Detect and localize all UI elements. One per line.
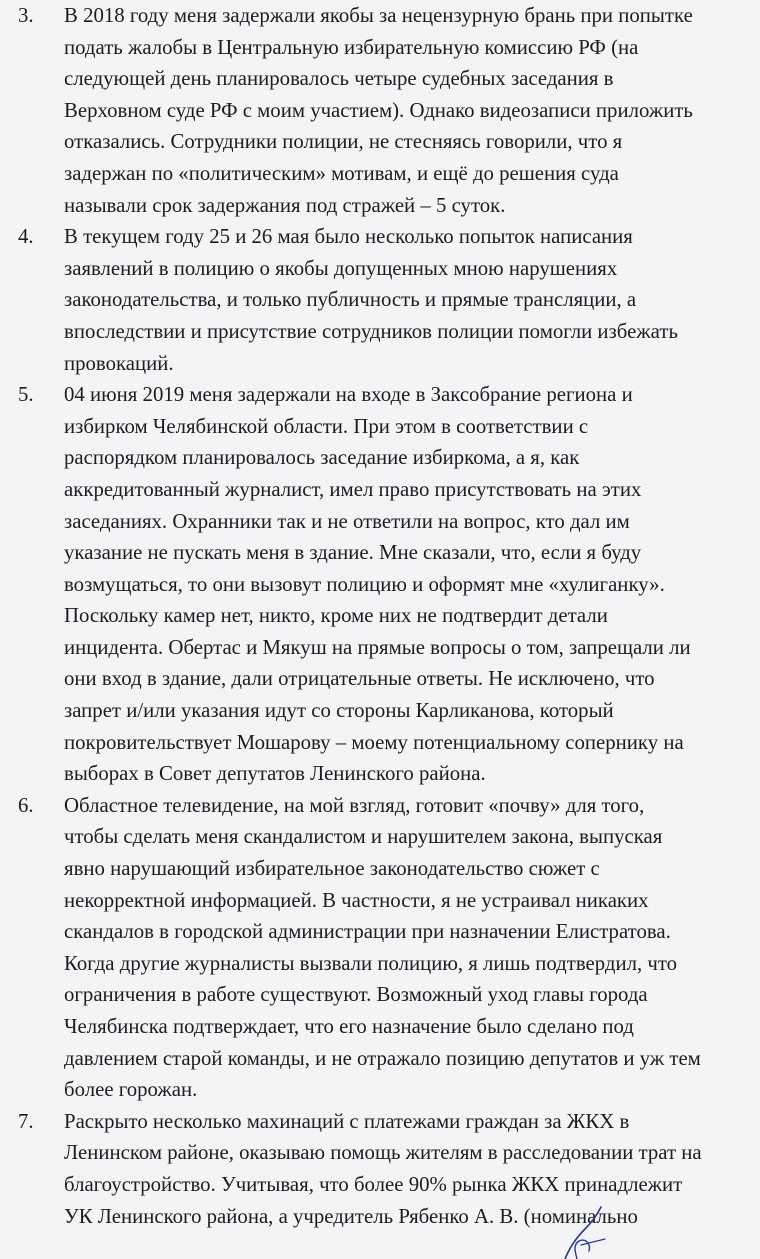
paragraph-line: Областное телевидение, на мой взгляд, готовит «почву» для того, [64,793,645,817]
paragraph-line: избирком Челябинской области. При этом в соответствии с [64,414,589,438]
paragraph-line: следующей день планировалось четыре судебных заседания в [64,67,614,91]
paragraph-line: законодательства, и только публичность и прямые трансляции, а [64,288,637,312]
list-item [6,379,760,790]
paragraph-line: чтобы сделать меня скандалистом и нарушителем закона, выпуская [64,825,663,849]
paragraph-line: Верховном суде РФ с моим участием). Однако видеозаписи приложить [64,98,693,122]
handwritten-signature [555,1205,615,1259]
paragraph-line: давлением старой команды, и не отражало позицию депутатов и уж тем [64,1046,701,1070]
paragraph-line: распорядком планировалось заседание избиркома, а я, как [64,446,580,470]
paragraph-line: 04 июня 2019 меня задержали на входе в Заксобрание региона и [64,383,633,407]
paragraph-line: Ленинском районе, оказываю помощь жителям в расследовании трат на [64,1141,702,1165]
list-item-number: 4. [18,225,34,249]
paragraph-line: аккредитованный журналист, имел право присутствовать на этих [64,477,642,501]
paragraph-line: инцидента. Обертас и Мякуш на прямые вопросы о том, запрещали ли [64,635,691,659]
numbered-list [6,0,760,1232]
paragraph-line: подать жалобы в Центральную избирательную комиссию РФ (на [64,35,639,59]
paragraph-line: впоследствии и присутствие сотрудников полиции помогли избежать [64,319,678,343]
list-item-number: 6. [18,793,34,817]
list-item [6,221,760,379]
paragraph-line: запрет и/или указания идут со стороны Карликанова, который [64,699,614,723]
paragraph-line: называли срок задержания под стражей – 5 суток. [64,193,506,217]
paragraph-line: выборах в Совет депутатов Ленинского района. [64,762,486,786]
paragraph-line: В текущем году 25 и 26 мая было несколько попыток написания [64,225,633,249]
list-item [6,1106,760,1232]
paragraph-line: некорректной информацией. В частности, я не устраивал никаких [64,888,649,912]
list-item-number: 5. [18,383,34,407]
list-item [6,790,760,1106]
paragraph-line: В 2018 году меня задержали якобы за нецензурную брань при попытке [64,4,693,27]
list-item [6,0,760,221]
paragraph-line: задержан по «политическим» мотивам, и ещё до решения суда [64,161,619,185]
paragraph-line: явно нарушающий избирательное законодательство сюжет с [64,857,600,881]
paragraph-line: отказались. Сотрудники полиции, не стесняясь говорили, что я [64,130,623,154]
paragraph-line: благоустройство. Учитывая, что более 90% рынка ЖКХ принадлежит [64,1172,683,1196]
paragraph-line: провокаций. [64,351,174,375]
paragraph-line: более горожан. [64,1078,198,1102]
paragraph-line: заявлений в полицию о якобы допущенных мною нарушениях [64,256,618,280]
paragraph-line: Поскольку камер нет, никто, кроме них не подтвердит детали [64,604,608,628]
paragraph-line: Челябинска подтверждает, что его назначение было сделано под [64,1015,634,1038]
paragraph-line: они вход в здание, дали отрицательные ответы. Не исключено, что [64,667,655,691]
list-item-number: 3. [18,4,34,27]
paragraph-line: Раскрыто несколько махинаций с платежами граждан за ЖКХ в [64,1109,630,1133]
paragraph-line: указание не пускать меня в здание. Мне сказали, что, если я буду [64,541,642,565]
list-item-number: 7. [18,1109,34,1133]
paragraph-line: ограничения в работе существуют. Возможный уход главы города [64,983,648,1007]
paragraph-line: скандалов в городской администрации при назначении Елистратова. [64,920,671,944]
paragraph-line: покровительствует Мошарову – моему потенциальному сопернику на [64,730,684,754]
paragraph-line: заседаниях. Охранники так и не ответили на вопрос, кто дал им [64,509,630,533]
paragraph-line: УК Ленинского района, а учредитель Рябенко А. В. (номинально [64,1204,638,1228]
paragraph-line: Когда другие журналисты вызвали полицию, я лишь подтвердил, что [64,951,678,975]
paragraph-line: возмущаться, то они вызовут полицию и оформят мне «хулиганку». [64,572,665,596]
